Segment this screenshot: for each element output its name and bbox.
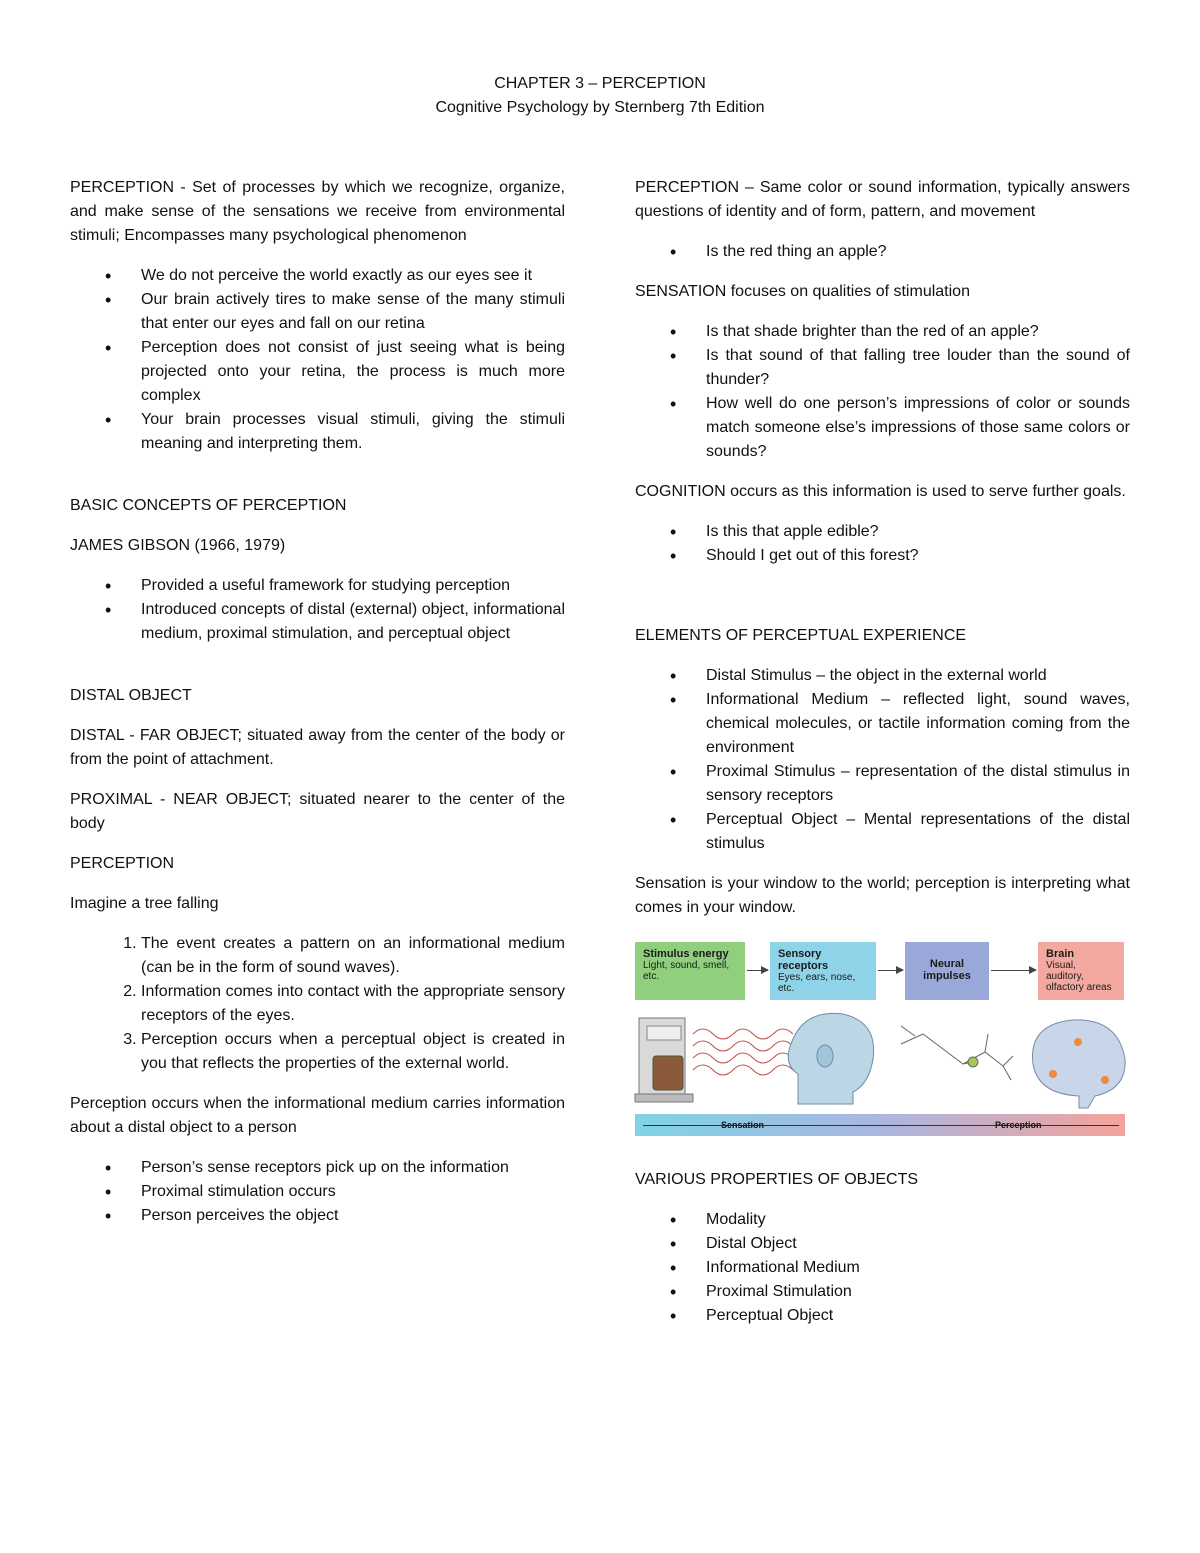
elements-bullet-list (635, 664, 1130, 856)
occurs-bullet-list (70, 1156, 565, 1228)
brain-icon (1033, 1020, 1126, 1108)
intro-bullet-list (70, 264, 565, 456)
list-item: • Person perceives the object (141, 1204, 565, 1228)
stimulus-energy-box (635, 942, 745, 1000)
box-subtitle: Eyes, ears, nose, etc. (778, 972, 856, 994)
neural-impulses-box (905, 942, 989, 1000)
list-item: • Proximal stimulation occurs (141, 1180, 565, 1204)
proximal-definition: PROXIMAL - NEAR OBJECT; situated nearer to the center of the body (70, 791, 565, 832)
distal-definition: DISTAL - FAR OBJECT; situated away from the center of the body or from the point of attachment. (70, 727, 565, 768)
cognition-bullet-list (635, 520, 1130, 568)
list-item: • Should I get out of this forest? (706, 544, 1130, 568)
list-item: • Person’s sense receptors pick up on the information (141, 1156, 565, 1180)
bar-perception-label: Perception (995, 1120, 1042, 1130)
list-item: 1. The event creates a pattern on an informational medium (can be in the form of sound waves). (141, 932, 565, 980)
list-item: • Modality (706, 1208, 1130, 1232)
list-item: • Our brain actively tires to make sense of the many stimuli that enter our eyes and fall on our retina (141, 288, 565, 336)
list-item: • We do not perceive the world exactly as our eyes see it (141, 264, 565, 288)
cognition-definition: COGNITION occurs as this information is used to serve further goals. (635, 483, 1126, 500)
window-quote: Sensation is your window to the world; perception is interpreting what comes in your window. (635, 875, 1130, 916)
perception-definition: PERCEPTION - Set of processes by which we recognize, organize, and make sense of the sensations we receive from environmental stimuli; Encompasses many psychological phenomenon (70, 179, 565, 244)
sensory-receptors-box (770, 942, 876, 1000)
gibson-heading: JAMES GIBSON (1966, 1979) (70, 537, 286, 554)
book-subtitle: Cognitive Psychology by Sternberg 7th Edition (435, 99, 765, 116)
list-item: • Introduced concepts of distal (external) object, informational medium, proximal stimulation, and perceptual object (141, 598, 565, 646)
arrow-icon (643, 1125, 1119, 1126)
sensation-illustration (633, 1004, 1128, 1114)
list-item: • Is the red thing an apple? (706, 240, 1130, 264)
box-subtitle: Visual, auditory, olfactory areas (1046, 960, 1112, 993)
list-item: • Proximal Stimulus – representation of the distal stimulus in sensory receptors (706, 760, 1130, 808)
list-item: • Your brain processes visual stimuli, giving the stimuli meaning and interpreting them. (141, 408, 565, 456)
basic-concepts-heading: BASIC CONCEPTS OF PERCEPTION (70, 497, 347, 514)
box-title: Stimulus energy (643, 948, 729, 960)
list-item: • Informational Medium – reflected light, sound waves, chemical molecules, or tactile information coming from the environment (706, 688, 1130, 760)
box-subtitle: Light, sound, smell, etc. (643, 960, 730, 982)
sensation-perception-bar (635, 1114, 1125, 1136)
list-item: • Provided a useful framework for studying perception (141, 574, 565, 598)
list-item: 3. Perception occurs when a perceptual object is created in you that reflects the properties of the external world. (141, 1028, 565, 1076)
list-item: 2. Information comes into contact with the appropriate sensory receptors of the eyes. (141, 980, 565, 1028)
coffee-maker-icon (635, 1018, 693, 1102)
right-column (635, 176, 1130, 1344)
list-item: • Is that shade brighter than the red of an apple? (706, 320, 1130, 344)
properties-bullet-list (635, 1208, 1130, 1328)
document-header (0, 72, 1200, 120)
smell-waves-icon (693, 1029, 793, 1075)
imagine-text: Imagine a tree falling (70, 895, 219, 912)
perception-identity-definition: PERCEPTION – Same color or sound information, typically answers questions of identity and of form, pattern, and movement (635, 179, 1130, 220)
list-item: • Distal Stimulus – the object in the external world (706, 664, 1130, 688)
sensation-bullet-list (635, 320, 1130, 464)
list-item: • Perceptual Object (706, 1304, 1130, 1328)
list-item: • Proximal Stimulation (706, 1280, 1130, 1304)
list-item: • How well do one person’s impressions of color or sounds match someone else’s impressions of those same colors or sounds? (706, 392, 1130, 464)
bar-sensation-label: Sensation (721, 1120, 765, 1130)
tree-steps-list (70, 932, 565, 1076)
list-item: • Perceptual Object – Mental representations of the distal stimulus (706, 808, 1130, 856)
properties-heading: VARIOUS PROPERTIES OF OBJECTS (635, 1171, 919, 1188)
list-item: • Is that sound of that falling tree louder than the sound of thunder? (706, 344, 1130, 392)
arrow-icon (991, 970, 1036, 971)
distal-object-heading: DISTAL OBJECT (70, 687, 192, 704)
perception-occurs-text: Perception occurs when the informational medium carries information about a distal object to a person (70, 1095, 565, 1136)
arrow-icon (747, 970, 768, 971)
list-item: • Distal Object (706, 1232, 1130, 1256)
list-item: • Perception does not consist of just seeing what is being projected onto your retina, the process is much more complex (141, 336, 565, 408)
sensation-definition: SENSATION focuses on qualities of stimulation (635, 283, 970, 300)
gibson-bullet-list (70, 574, 565, 646)
brain-box (1038, 942, 1124, 1000)
left-column (70, 176, 565, 1244)
neuron-icon (901, 1026, 1013, 1080)
box-title: Sensory receptors (778, 948, 829, 972)
chapter-title: CHAPTER 3 – PERCEPTION (494, 75, 706, 92)
elements-heading: ELEMENTS OF PERCEPTUAL EXPERIENCE (635, 627, 967, 644)
list-item: • Informational Medium (706, 1256, 1130, 1280)
head-profile-icon (788, 1013, 873, 1104)
sensation-perception-figure (633, 936, 1128, 1142)
box-title: Brain (1046, 948, 1075, 960)
list-item: • Is this that apple edible? (706, 520, 1130, 544)
arrow-icon (878, 970, 903, 971)
perception-heading: PERCEPTION (70, 855, 175, 872)
perception-bullet-list (635, 240, 1130, 264)
box-title: Neural impulses (923, 958, 971, 982)
